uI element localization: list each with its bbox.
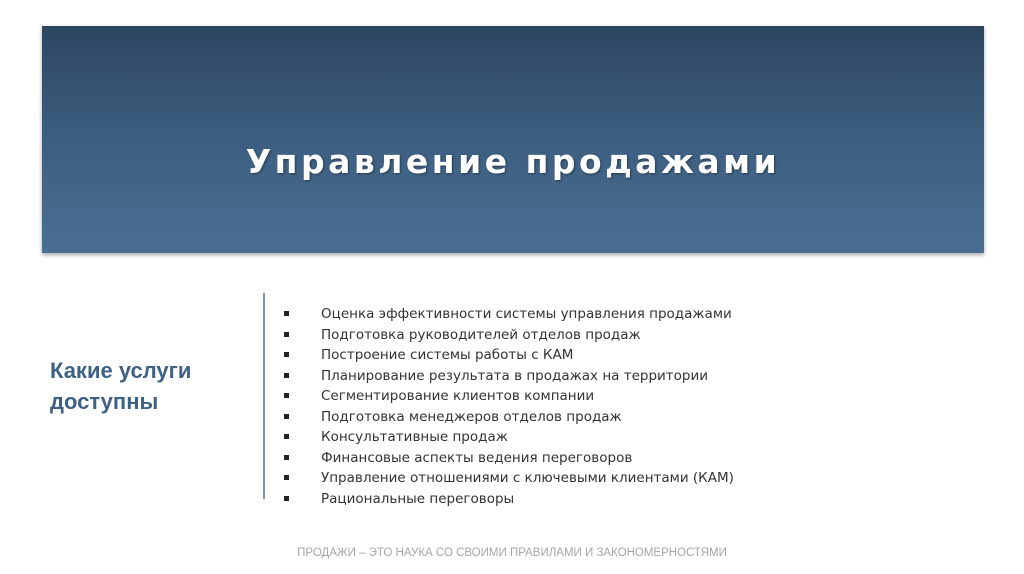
list-item-label: Построение системы работы с КАМ <box>321 347 574 363</box>
list-item <box>284 345 734 366</box>
list-item-label: Подготовка менеджеров отделов продаж <box>321 408 622 425</box>
square-bullet-icon <box>284 475 289 480</box>
services-list <box>284 304 734 509</box>
list-item <box>284 366 734 387</box>
list-item <box>284 468 734 489</box>
square-bullet-icon <box>284 332 289 337</box>
square-bullet-icon <box>284 352 289 357</box>
list-item-label: Подготовка руководителей отделов продаж <box>321 326 641 343</box>
square-bullet-icon <box>284 434 289 439</box>
list-item <box>284 386 734 407</box>
square-bullet-icon <box>284 393 289 398</box>
list-item-label: Сегментирование клиентов компании <box>321 388 595 404</box>
services-heading: Какие услуги доступны <box>50 358 192 414</box>
list-item-label: Рациональные переговоры <box>321 490 515 507</box>
list-item <box>284 427 734 448</box>
page-title: Управление продажами <box>245 142 781 181</box>
square-bullet-icon <box>284 496 289 501</box>
list-item-label: Консультативные продаж <box>321 429 508 445</box>
list-item <box>284 304 734 325</box>
list-item-label: Планирование результата в продажах на территории <box>321 367 709 384</box>
square-bullet-icon <box>284 455 289 460</box>
list-item <box>284 407 734 428</box>
list-item-label: Управление отношениями с ключевыми клиентами (КАМ) <box>321 470 734 486</box>
square-bullet-icon <box>284 311 289 316</box>
vertical-divider <box>263 293 265 499</box>
title-banner <box>42 26 984 253</box>
square-bullet-icon <box>284 414 289 419</box>
list-item <box>284 325 734 346</box>
list-item <box>284 448 734 469</box>
square-bullet-icon <box>284 373 289 378</box>
list-item <box>284 489 734 510</box>
list-item-label: Финансовые аспекты ведения переговоров <box>321 449 633 466</box>
list-item-label: Оценка эффективности системы управления продажами <box>321 306 732 322</box>
footer-tagline: ПРОДАЖИ – ЭТО НАУКА СО СВОИМИ ПРАВИЛАМИ И ЗАКОНОМЕРНОСТЯМИ <box>297 547 727 559</box>
